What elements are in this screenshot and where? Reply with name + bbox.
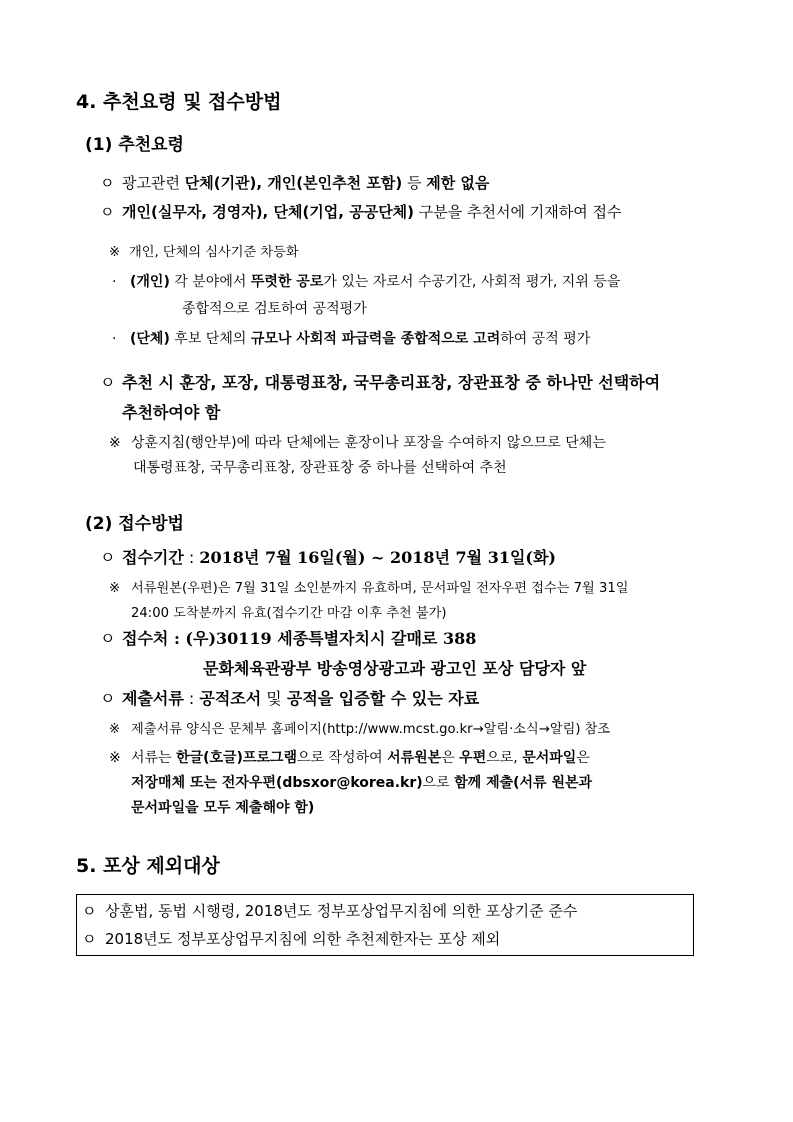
sub1-note-2-line2: 대통령표창, 국무총리표창, 장관표창 중 하나를 선택하여 추천	[133, 460, 507, 476]
sub1-note-2: ※ 상훈지침(행안부)에 따라 단체에는 훈장이나 포장을 수여하지 않으므로 단체는	[109, 435, 606, 451]
reference-mark-icon: ※	[109, 435, 121, 451]
exclusion-item: ㅇ 2018년도 정부포상업무지침에 의한 추천제한자는 포상 제외	[82, 930, 501, 948]
circle-bullet-icon: ㅇ	[100, 373, 116, 392]
circle-bullet-icon: ㅇ	[82, 902, 97, 920]
middle-dot-icon: ·	[112, 331, 117, 347]
section5-title: 5. 포상 제외대상	[76, 855, 220, 877]
circle-bullet-icon: ㅇ	[100, 689, 116, 708]
section4-title: 4. 추천요령 및 접수방법	[76, 91, 282, 113]
sub2-note-2: ※ 제출서류 양식은 문체부 홈페이지(http://www.mcst.go.kr→알림·소식→알림) 참조	[109, 722, 611, 737]
sub1-note-1: ※ 개인, 단체의 심사기준 차등화	[109, 245, 299, 260]
sub1-detail-individual: · (개인) 각 분야에서 뚜렷한 공로가 있는 자로서 수공기간, 사회적 평가, 지위 등을	[112, 274, 621, 290]
sub2-bullet-documents: ㅇ 제출서류 : 공적조서 및 공적을 입증할 수 있는 자료	[100, 689, 480, 708]
sub1-bullet-2: ㅇ 개인(실무자, 경영자), 단체(기업, 공공단체) 구분을 추천서에 기재하여 접수	[100, 203, 622, 221]
circle-bullet-icon: ㅇ	[100, 548, 116, 567]
sub1-bullet-3: ㅇ 추천 시 훈장, 포장, 대통령표창, 국무총리표창, 장관표창 중 하나만 선택하여	[100, 373, 661, 392]
sub1-bullet-3-line2: 추천하여야 함	[122, 403, 221, 422]
sub2-bullet-address-line2: 문화체육관광부 방송영상광고과 광고인 포상 담당자 앞	[203, 659, 587, 678]
circle-bullet-icon: ㅇ	[100, 629, 116, 648]
sub1-title: (1) 추천요령	[85, 135, 184, 155]
circle-bullet-icon: ㅇ	[100, 203, 115, 221]
reference-mark-icon: ※	[109, 750, 121, 766]
circle-bullet-icon: ㅇ	[82, 930, 97, 948]
sub2-note-1: ※ 서류원본(우편)은 7월 31일 소인분까지 유효하며, 문서파일 전자우편 접수는 7월 31일	[109, 581, 629, 596]
sub2-note-3: ※ 서류는 한글(호글)프로그램으로 작성하여 서류원본은 우편으로, 문서파일은	[109, 750, 590, 766]
circle-bullet-icon: ㅇ	[100, 174, 115, 192]
reference-mark-icon: ※	[109, 722, 121, 737]
sub2-note-3-line3: 문서파일을 모두 제출해야 함)	[131, 800, 315, 816]
sub2-note-3-line2: 저장매체 또는 전자우편(dbsxor@korea.kr)으로 함께 제출(서류 원본과	[131, 775, 593, 791]
sub2-note-1-line2: 24:00 도착분까지 유효(접수기간 마감 이후 추천 불가)	[131, 606, 447, 621]
exclusion-item: ㅇ 상훈법, 동법 시행령, 2018년도 정부포상업무지침에 의한 포상기준 준수	[82, 902, 578, 920]
sub1-detail-group: · (단체) 후보 단체의 규모나 사회적 파급력을 종합적으로 고려하여 공적 평가	[112, 331, 591, 347]
reference-mark-icon: ※	[109, 245, 121, 260]
sub1-detail-individual-line2: 종합적으로 검토하여 공적평가	[182, 301, 367, 317]
sub2-title: (2) 접수방법	[85, 514, 184, 534]
sub2-bullet-address: ㅇ 접수처 : (우)30119 세종특별자치시 갈매로 388	[100, 629, 477, 648]
sub2-bullet-period: ㅇ 접수기간 : 2018년 7월 16일(월) ~ 2018년 7월 31일(화)	[100, 548, 557, 567]
sub1-bullet-1: ㅇ 광고관련 단체(기관), 개인(본인추천 포함) 등 제한 없음	[100, 174, 490, 192]
exclusion-box	[76, 894, 694, 956]
middle-dot-icon: ·	[112, 274, 117, 290]
reference-mark-icon: ※	[109, 581, 121, 596]
